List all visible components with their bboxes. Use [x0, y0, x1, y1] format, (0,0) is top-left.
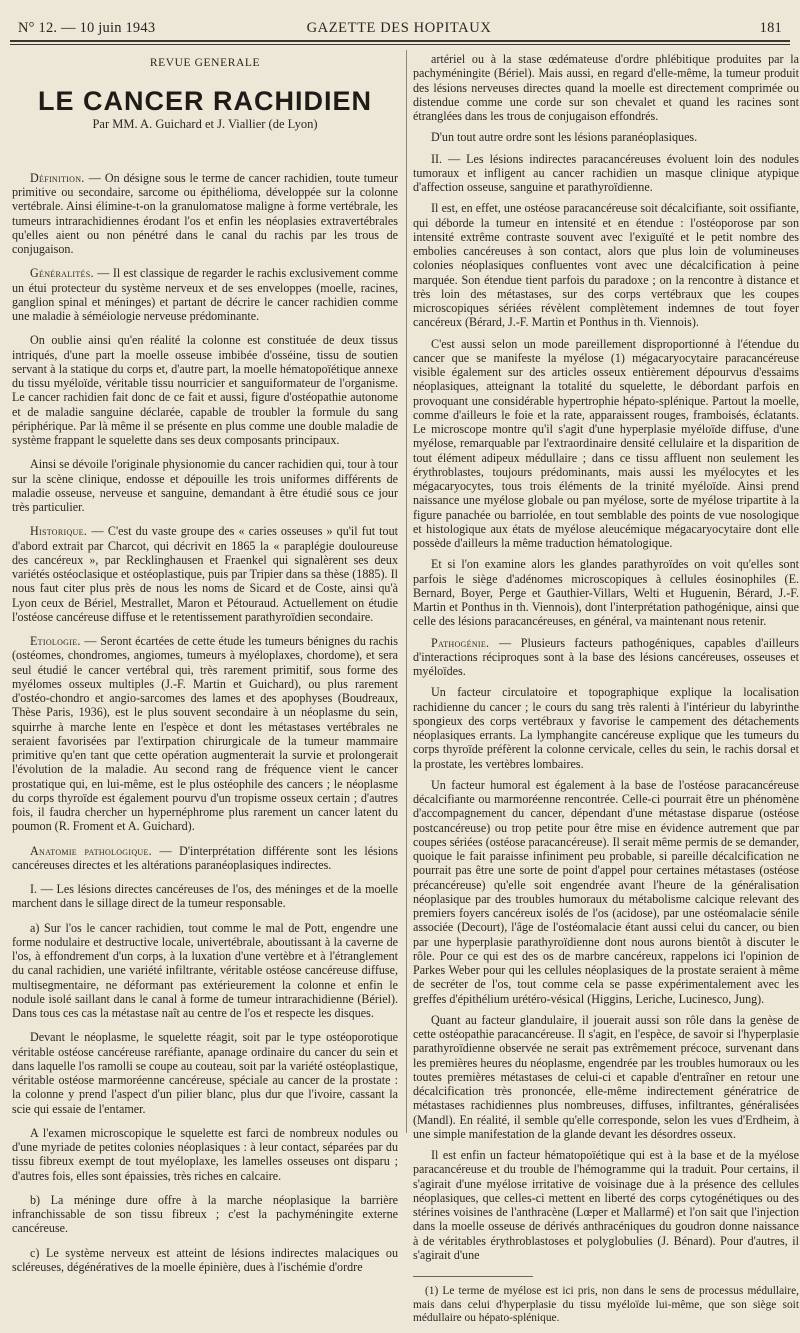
- paragraph: [413, 1013, 799, 1141]
- paragraph-text: On oublie ainsi qu'en réalité la colonne est constituée de deux tissus intriqués, d'une part la moelle osseuse imbibée d'osséine, tissu de soutien servant à la statique du corps et, d'autre part, la moelle hématopoïétique annexe du tissu myéloïde, véritable tissu nourricier et sanguiformateur de l'organisme. Le cancer rachidien fait donc de ce fait et aussi, figure d'ostéopathie autonome et de maladie sanguine déclarée, capable de troubler la formule du sang périphérique. Par là même il se présente en plus comme une double maladie de système frappant le squelette dans ses deux composants principaux.: [12, 333, 398, 447]
- right-column-body: [413, 52, 799, 1262]
- paragraph: [12, 921, 398, 1021]
- paragraph: [12, 333, 398, 447]
- paragraph: [413, 685, 799, 771]
- paragraph-text: C'est du vaste groupe des « caries osseuses » qu'il fut tout d'abord extrait par Charcot, qui décrivit en 1865 la « paraplégie douloureuse des cancéreux », par Recklinghausen et Fraenkel qui signalèrent ses deux variétés ostéoclasique et ostéoplastique, puis par Tripier dans sa thèse (1885). Il nous faut citer plus près de nous les noms de Sicard et de Coste, ainsi qu'à Lyon ceux de Bériel, Mestrallet, Maron et Pétouraud. Actuellement on étudie l'ostéose cancéreuse diffuse et le retentissement parathyroïdien secondaire.: [12, 524, 398, 624]
- paragraph-text: Seront écartées de cette étude les tumeurs bénignes du rachis (ostéomes, chondromes, angiomes, tumeurs à myéloplaxes, chordome), et sera seul étudié le cancer vertébral qui, très rarement primitif, sous forme des myélomes osseux multiples (J.-F. Martin et Guichard), ou plus rarement d'ostéo-chondro et angio-sarcomes des lames et des apophyses (Boudreaux, Thèse Paris, 1936), est le plus souvent secondaire à un néoplasme du sein, squirrhe à marche lente en l'espèce et dont les métastases vertébrales ne seraient favorisées par l'extirpation chirurgicale de la tumeur mammaire primitive qu'en tant que cette opération augmenterait la survie et prolongerait l'évolution de la maladie. Au second rang de fréquence vient le cancer prostatique qui, en lui-même, est le plus ostéophile des cancers ; le néoplasme du corps thyroïde est également pourvu d'un tropisme osseux certain ; d'autres fois, il faudra chercher un hypernéphrome plus rarement un cancer latent du poumon (R. Froment et A. Guichard).: [12, 634, 399, 834]
- paragraph-text: b) La méninge dure offre à la marche néoplasique la barrière infranchissable de son tissu fibreux ; c'est la pachyméningite externe cancéreuse.: [12, 1192, 398, 1236]
- paragraph: [413, 778, 799, 1006]
- paragraph: [413, 337, 799, 551]
- article-title: LE CANCER RACHIDIEN: [37, 86, 372, 117]
- paragraph: [413, 201, 799, 329]
- paragraph-text: Devant le néoplasme, le squelette réagit, soit par le type ostéoporotique véritable ostéose cancéreuse raréfiante, apanage ordinaire du cancer du sein et dans laquelle l'os ramolli se coupe au couteau, soit par la variété ostéoplastique, véritable ostéose marmoréenne cancéreuse, spéciale au cancer de la prostate : la colonne y prend l'aspect d'un pilier blanc, plus dur que l'ivoire, cassant la scie qui essaie de l'entamer.: [12, 1030, 398, 1116]
- paragraph: [12, 524, 398, 624]
- paragraph: [413, 152, 799, 195]
- running-header: [10, 18, 788, 38]
- paragraph-text: D'interprétation différente sont les lésions cancéreuses directes et les altérations paranéoplasiques indirectes.: [12, 843, 398, 872]
- section-lead: Historique. —: [30, 524, 104, 539]
- paragraph-text: c) Le système nerveux est atteint de lésions indirectes malaciques ou scléreuses, dégénératives de la moelle épinière, dues à l'ischémie d'ordre: [12, 1245, 398, 1274]
- section-lead: Définition. —: [30, 170, 102, 185]
- paragraph-text: Il est classique de regarder le rachis exclusivement comme un étui protecteur du système nerveux et de ses enveloppes (moelle, racines, ganglion spinal et méninges) et partant de décrire le cancer rachidien comme une maladie à séméiologie nerveuse prédominante.: [12, 266, 399, 323]
- paragraph: [413, 1148, 799, 1262]
- paragraph: [12, 844, 398, 873]
- paragraph-text: A l'examen microscopique le squelette est farci de nombreux nodules ou d'une myriade de petites colonies néoplasiques : à leur contact, séparées par du tissu fibreux exempt de tout myéloplaxe, les lamelles osseuses ont disparu ; d'autres fois, elles sont épaissies, très riches en calcaire.: [12, 1125, 398, 1183]
- paragraph-text: C'est aussi selon un mode pareillement disproportionné à l'étendue du cancer que se manifeste la myélose (1) mégacaryocytaire paracancéreuse visible également sur des articles osseux entièrement dépourvus d'essaims néoplasiques, atteignant la totalité du squelette, le débordant parfois en provoquant une considérable hypertrophie hépato-splénique. Partout la moelle, comme d'ailleurs le foie et la rate, apparaissent rouges, framboisés, éclatants. Le microscope montre qu'il s'agit d'une hyperplasie myéloïde diffuse, d'une myélose, remarquable par l'extraordinaire densité cellulaire et la disparition de tout élément adipeux médullaire ; dans ce tissu affluent non seulement les érythroblastes, toujours prédominants, mais aussi les myélocytes et les mégacaryocytes, tous trois éléments de la trinité myéloïde. Ainsi prend naissance une myélose globale ou pan myélose, sorte de myélose tripartite à la figure panachée ou barriolée, en tout semblable des points de vue nosologique et histologique aux états de myélose aleucémique mégacaryocytaire dont elle possède d'ailleurs la même traduction hématologique.: [413, 336, 799, 550]
- footnote: (1) Le terme de myélose est ici pris, non dans le sens de processus médullaire, mais dans celui d'hyperplasie du tissu myéloïde lui-même, que son siège soit médullaire ou hépato-splénique.: [413, 1285, 799, 1324]
- paragraph: [12, 1246, 398, 1275]
- paragraph-text: Et si l'on examine alors les glandes parathyroïdes on voit qu'elles sont parfois le siège d'adénomes microscopiques à cellules éosinophiles (E. Bernard, Boyer, Perge et Gauthier-Villars, Welti et Huguenin, Bérard, J.-F. Martin et Ponthus in th. Viennois), dont l'interprétation pathogénique, ainsi que celle des lésions paracancéreuses, en général, va maintenant nous retenir.: [413, 557, 799, 629]
- paragraph: [12, 266, 398, 323]
- paragraph: [12, 1126, 398, 1183]
- left-column-body: [12, 171, 398, 1274]
- paragraph: [413, 130, 799, 144]
- section-rubric: REVUE GENERALE: [149, 57, 261, 69]
- paragraph-text: II. — Les lésions indirectes paracancéreuses évoluent loin des nodules tumoraux et infligent au cancer rachidien un masque clinique atypique d'affection osseuse, sanguine et parathyroïdienne.: [413, 151, 799, 194]
- paragraph-text: On désigne sous le terme de cancer rachidien, toute tumeur primitive ou secondaire, sarcome ou épithélioma, développée sur la colonne vertébrale. Ainsi élimine-t-on la granulomatose maligne à forme vertébrale, les tumeurs intrarachidiennes érodant l'os et enfin les néoplasies extravertébrales qu'elles aient ou non pénétré dans le canal du rachis par les trous de conjugaison.: [12, 170, 398, 256]
- paragraph: [12, 634, 398, 834]
- column-divider: [406, 50, 407, 1133]
- section-lead: Etiologie. —: [30, 634, 97, 648]
- paragraph-text: Quant au facteur glandulaire, il jouerait aussi son rôle dans la genèse de cette ostéopathie paracancéreuse. Il s'agit, en l'espèce, de savoir si l'hyperplasie parathyroïdienne observée ne serait pas extrêmement précoce, survenant dans les premières heures du néoplasme, engendrée par les troubles humoraux ou les toutes premières métastases de celui-ci et capable d'entraîner en retour une décalcification très prononcée, elle-même indirectement génératrice de métastases rachidiennes plus nombreuses, diffuses, infiltrantes, généralisées (Mandl). En réalité, il semble qu'elle corresponde, selon les vues d'Erdheim, à une simple manifestation de la glande devant les désordres osseux.: [413, 1012, 799, 1141]
- section-lead: Généralités. —: [30, 266, 110, 281]
- paragraph: [413, 52, 799, 123]
- paragraph-text: a) Sur l'os le cancer rachidien, tout comme le mal de Pott, engendre une forme nodulaire et destructive locale, univertébrale, aboutissant à la caverne de l'os, à effondrement d'un corps, à la luxation d'une vertèbre et à l'étranglement du canal rachidien, une variété infiltrante, véritable ostéose cancéreuse diffuse, multisegmentaire, ne déformant pas extérieurement la colonne et enfin le nodule isolé saillant dans le canal à forme de tumeur intrarachidienne (Bériel). Dans tous ces cas la métastase naît au centre de l'os et respecte les disques.: [12, 920, 398, 1020]
- paragraph: [12, 457, 398, 514]
- paragraph: [413, 557, 799, 628]
- right-column: [413, 52, 799, 1333]
- section-lead: Pathogénie. —: [431, 635, 512, 650]
- paragraph-text: Un facteur circulatoire et topographique explique la localisation rachidienne du cancer ; le cours du sang très ralenti à l'intérieur du labyrinthe spongieux des corps vertébraux y favorise le campement des détachements néoplasiques errants. La lymphangite cancéreuse explique que les tumeurs du corps thyroïde préfèrent la colonne cervicale, celles du sein, le rachis dorsal et la prostate, les vertèbres lombaires.: [413, 685, 799, 771]
- paragraph-text: Il est enfin un facteur hématopoïétique qui est à la base et de la myélose paracancéreuse et du trouble de l'hémogramme qui la traduit. Pour certains, il s'agirait d'une myélose irritative de voisinage due à la présence des cellules néoplasiques, que celles-ci mettent en liberté des corps cytogénétiques ou des stérines voisines de l'anthracène (Lœper et Mallarmé) et l'on sait que l'injection dans la moelle osseuse de dérivés anthracéniques du goudron donne naissance à de véritables érythroblastoses et polyglobulies (J. Bénard). Pour d'autres, il s'agirait d'une: [413, 1148, 799, 1262]
- section-lead: Anatomie pathologique. —: [30, 843, 172, 858]
- left-column: [12, 52, 398, 1284]
- header-rule-thin: [10, 44, 790, 45]
- paragraph: [12, 171, 398, 257]
- paragraph: [12, 1193, 398, 1236]
- footnote-rule: [413, 1276, 533, 1277]
- paragraph-text: Un facteur humoral est également à la base de l'ostéose paracancéreuse décalcifiante ou marmoréenne rencontrée. Celle-ci pourrait être un phénomène d'accompagnement du cancer, dépendant d'une métastase disparue (ostéose postcancéreuse) ou trop petite pour être mise en évidence autrement que par coupes sériées (ostéose paracancéreuse). Il serait même permis de se demander, quoique le fait paraisse infiniment peu probable, si pareille décalcification ne pourrait pas être une sorte de point d'appel pour certaines métastases (ostéose précancéreuse) qu'elle soit engendrée avant l'heure de la généralisation néoplasique par des troubles humoraux du métabolisme calcique relevant des premiers foyers cancéreux isolés de l'os (acidose), par une ostéomalacie sénile associée (Decourt), l'âge de l'ostéomalacie étant aussi celui du cancer, ou bien par une hyperplasie parathyroïdienne dont nous aurons bientôt à discuter le rôle. Pour ce qui est des os de marbre cancéreux, rappelons ici l'opinion de Parkes Weber pour qui les cellules néoplasiques de la prostate seraient à même de secréter de l'os, tout comme cela se passe expérimentalement avec les greffes d'épithélium urétéro-vésical (Higgins, Leriche, Lucinesco, Jung).: [413, 777, 799, 1006]
- paragraph-text: I. — Les lésions directes cancéreuses de l'os, des méninges et de la moelle marchent dans le sillage direct de la tumeur responsable.: [12, 882, 398, 911]
- page-number: 181: [759, 20, 782, 36]
- paragraph: [12, 1030, 398, 1116]
- header-rule: [10, 40, 790, 42]
- issue-date: N° 12. — 10 juin 1943: [18, 20, 156, 36]
- paragraph-text: D'un tout autre ordre sont les lésions paranéoplasiques.: [431, 130, 698, 145]
- paragraph: [12, 882, 398, 911]
- paragraph-text: Ainsi se dévoile l'originale physionomie du cancer rachidien qui, tour à tour sur la scène clinique, endosse et dépouille les trois uniformes différents de maladie osseuse, nerveuse et sanguine, demandant à être étudié sous ce jour très particulier.: [12, 457, 398, 514]
- article-authors: Par MM. A. Guichard et J. Viallier (de Lyon): [92, 116, 318, 131]
- paragraph-text: Plusieurs facteurs pathogéniques, capables d'ailleurs d'interactions réciproques sont à la base des lésions cancéreuses, osseuses et myéloïdes.: [413, 635, 800, 678]
- paragraph-text: artériel ou à la stase œdémateuse d'ordre phlébitique produites par la pachyméningite (Bériel). Mais aussi, en regard d'elle-même, la tumeur produit des lésions nerveuses directes quand la moelle est directement comprimée ou distendue comme une corde sur son chevalet et quand les racines sont étranglées dans les trous de conjugaison effondrés.: [413, 52, 799, 123]
- paragraph: [413, 636, 799, 679]
- paragraph-text: Il est, en effet, une ostéose paracancéreuse soit décalcifiante, soit ossifiante, qui déborde la tumeur en intensité et en étendue : l'ostéoporose par son intensité extrême contraste souvent avec l'exiguïté et le petit nombre des embolies cancéreuses à son contact, alors que plus loin de volumineuses colonies néoplasiques confluentes vont avec une décalcification à peine marquée. Son étendue tient parfois du paradoxe ; on la rencontre à distance et très loin des métastases, sur des corps vertébraux que les coupes microscopiques sériées révèlent complètement indemnes de tout foyer cancéreux (Bérard, J.-F. Martin et Ponthus in th. Viennois).: [413, 201, 799, 330]
- journal-name: GAZETTE DES HOPITAUX: [306, 20, 492, 36]
